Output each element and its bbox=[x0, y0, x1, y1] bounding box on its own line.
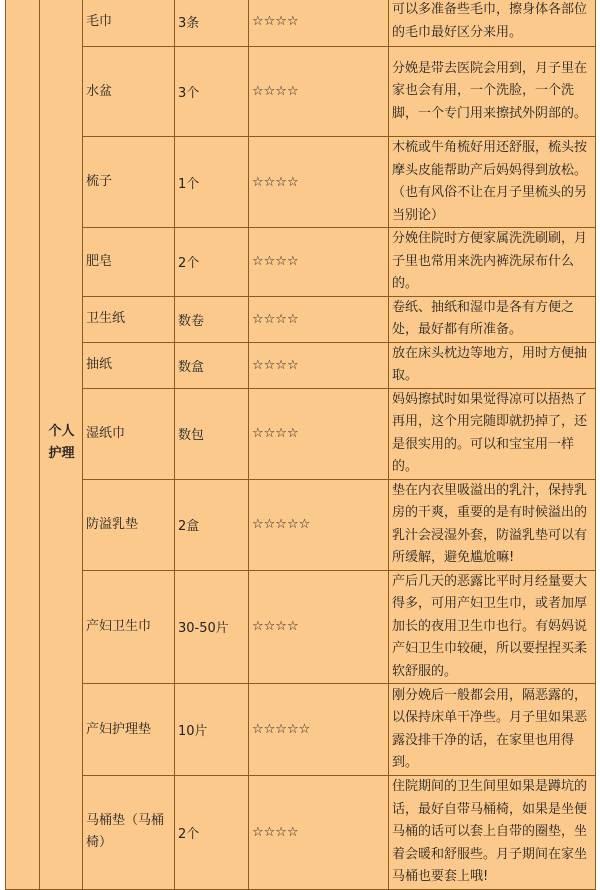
item-note: 木梳或牛角梳好用还舒服，梳头按摩头皮能帮助产后妈妈得到放松。（也有风俗不让在月子里梳头的另当别论） bbox=[389, 137, 596, 228]
category-cell bbox=[40, 0, 83, 889]
table-row bbox=[6, 342, 596, 388]
table-row bbox=[6, 479, 596, 570]
item-quantity: 10片 bbox=[175, 684, 249, 776]
table-row bbox=[6, 0, 596, 47]
blank-column bbox=[6, 0, 40, 889]
category-label: 个人护理 bbox=[48, 423, 75, 461]
item-note: 放在床头枕边等地方，用时方便抽取。 bbox=[389, 342, 596, 388]
item-name: 卫生纸 bbox=[83, 296, 175, 342]
supplies-table bbox=[5, 0, 596, 890]
item-quantity: 2个 bbox=[175, 228, 249, 297]
item-rating: ☆☆☆☆ bbox=[249, 342, 389, 388]
item-name: 马桶垫（马桶椅） bbox=[83, 776, 175, 890]
item-quantity: 1个 bbox=[175, 137, 249, 228]
table-row bbox=[6, 47, 596, 137]
item-quantity: 3条 bbox=[175, 0, 249, 47]
item-name: 梳子 bbox=[83, 137, 175, 228]
table-row bbox=[6, 570, 596, 684]
table-row bbox=[6, 684, 596, 776]
item-quantity: 2个 bbox=[175, 776, 249, 890]
item-note: 垫在内衣里吸溢出的乳汁，保持乳房的干爽，重要的是有时候溢出的乳汁会浸湿外套，防溢乳垫可以有所缓解，避免尴尬嘛! bbox=[389, 479, 596, 570]
item-note: 分娩是带去医院会用到，月子里在家也会有用，一个洗脸，一个洗脚，一个专门用来擦拭外阴部的。 bbox=[389, 47, 596, 137]
item-rating: ☆☆☆☆ bbox=[249, 0, 389, 47]
item-quantity: 3个 bbox=[175, 47, 249, 137]
item-note: 妈妈擦拭时如果觉得凉可以捂热了再用，这个用完随即就扔掉了，还是很实用的。可以和宝宝用一样的。 bbox=[389, 388, 596, 479]
item-quantity: 数卷 bbox=[175, 296, 249, 342]
item-rating: ☆☆☆☆☆ bbox=[249, 479, 389, 570]
item-rating: ☆☆☆☆ bbox=[249, 776, 389, 890]
table-row bbox=[6, 776, 596, 890]
table-row bbox=[6, 388, 596, 479]
item-name: 产妇卫生巾 bbox=[83, 570, 175, 684]
item-name: 产妇护理垫 bbox=[83, 684, 175, 776]
item-note: 可以多准备些毛巾，擦身体各部位的毛巾最好区分来用。 bbox=[389, 0, 596, 47]
item-rating: ☆☆☆☆ bbox=[249, 228, 389, 297]
item-rating: ☆☆☆☆ bbox=[249, 296, 389, 342]
item-rating: ☆☆☆☆☆ bbox=[249, 684, 389, 776]
item-rating: ☆☆☆☆ bbox=[249, 570, 389, 684]
item-note: 分娩住院时方便家属洗洗刷刷，月子里也常用来洗内裤洗尿布什么的。 bbox=[389, 228, 596, 297]
table-row bbox=[6, 137, 596, 228]
item-note: 住院期间的卫生间里如果是蹲坑的话，最好自带马桶椅，如果是坐便马桶的话可以套上自带的圈垫，坐着会暖和舒服些。月子期间在家坐马桶也要套上哦! bbox=[389, 776, 596, 890]
table-row bbox=[6, 228, 596, 297]
item-quantity: 数包 bbox=[175, 388, 249, 479]
item-note: 产后几天的恶露比平时月经量要大得多，可用产妇卫生巾，或者加厚加长的夜用卫生巾也行。有妈妈说产妇卫生巾较硬，所以要捏捏买柔软舒服的。 bbox=[389, 570, 596, 684]
item-name: 湿纸巾 bbox=[83, 388, 175, 479]
item-name: 防溢乳垫 bbox=[83, 479, 175, 570]
item-name: 毛巾 bbox=[83, 0, 175, 47]
item-name: 肥皂 bbox=[83, 228, 175, 297]
item-note: 卷纸、抽纸和湿巾是各有方便之处，最好都有所准备。 bbox=[389, 296, 596, 342]
item-name: 水盆 bbox=[83, 47, 175, 137]
item-quantity: 2盒 bbox=[175, 479, 249, 570]
item-note: 刚分娩后一般都会用，隔恶露的，以保持床单干净些。月子里如果恶露没排干净的话，在家里也用得到。 bbox=[389, 684, 596, 776]
item-rating: ☆☆☆☆ bbox=[249, 388, 389, 479]
item-name: 抽纸 bbox=[83, 342, 175, 388]
item-rating: ☆☆☆☆ bbox=[249, 137, 389, 228]
table-row bbox=[6, 296, 596, 342]
item-quantity: 数盒 bbox=[175, 342, 249, 388]
item-rating: ☆☆☆☆ bbox=[249, 47, 389, 137]
item-quantity: 30-50片 bbox=[175, 570, 249, 684]
